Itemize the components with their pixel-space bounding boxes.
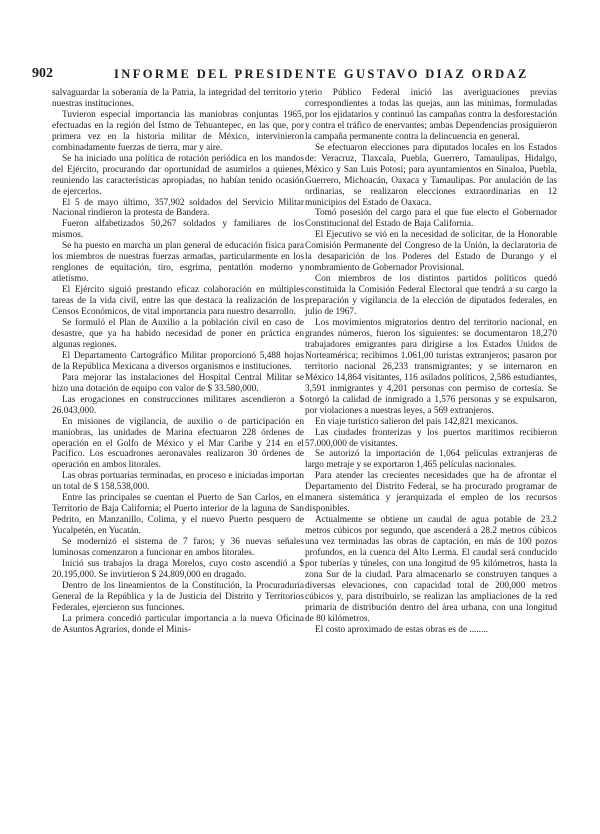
paragraph: El 5 de mayo último, 357,902 soldados del Servicio Militar Nacional rindieron la protesta de Bandera.	[52, 197, 304, 219]
paragraph: Tuvieron especial importancia las maniobras conjuntas 1965, efectuadas en la región del Istmo de Tehuantepec, en las que, por primera vez en la historia militar de México, intervinieron combinadamente fuerzas de tierra, mar y aire.	[52, 109, 304, 153]
paragraph: Se efectuaron elecciones para diputados locales en los Estados de: Veracruz, Tlaxcala, Puebla, Guerrero, Tamaulipas, Hidalgo, México y San Luis Potosí; para ayuntamientos en Sinaloa, Puebla, Guerrero, Michoacán, Oaxaca y Tamaulipas. Por anulación de las ordinarias, se realizaron elecciones extraordinarias en 12 municipios del Estado de Oaxaca.	[305, 142, 557, 208]
paragraph: Tomó posesión del cargo para el que fue electo el Gobernador Constitucional del Estado de Baja California.	[305, 208, 557, 230]
paragraph: El Departamento Cartográfico Militar proporcionó 5,488 hojas de la República Mexicana a diversos organismos e instituciones.	[52, 350, 304, 372]
paragraph: El Ejército siguió prestando eficaz colaboración en múltiples tareas de la vida civil, entre las que destaca la realización de los Censos Económicos, de vital importancia para nuestro desarrollo.	[52, 285, 304, 318]
page-header	[30, 66, 560, 86]
paragraph: Para atender las crecientes necesidades que ha de afrontar el Departamento del Distrito Federal, se ha procurado programar de manera sistemática y jerarquizada el empleo de los recursos disponibles.	[305, 471, 557, 515]
paragraph: La primera concedió particular importancia a la nueva Oficina de Asuntos Agrarios, donde el Minis-	[52, 613, 304, 635]
paragraph: Se ha iniciado una política de rotación periódica en los mandos del Ejército, procurando dar oportunidad de asumirlos a quienes, reuniendo las características apropiadas, no habían tenido ocasión de ejercerlos.	[52, 153, 304, 197]
paragraph: En misiones de vigilancia, de auxilio o de participación en maniobras, las unidades de Marina efectuaron 228 órdenes de operación en el Golfo de México y el Mar Caribe y 214 en el Pacífico. Los escuadrones aeronavales realizaron 30 órdenes de operación en ambos litorales.	[52, 416, 304, 471]
paragraph: terio Público Federal inició las averiguaciones previas correspondientes a todas las quejas, aun las mínimas, formuladas por los ejidatarios y continuó las campañas contra la desforestación y contra el tráfico de enervantes; ambas Dependencias prosiguieron la campaña permanente contra la delincuencia en general.	[305, 88, 557, 142]
paragraph: Se formuló el Plan de Auxilio a la población civil en caso de desastre, que ya ha habido necesidad de poner en práctica en algunas regiones.	[52, 318, 304, 350]
paragraph: Se ha puesto en marcha un plan general de educación física para los miembros de nuestras fuerzas armadas, particularmente en los renglones de equitación, tiro, esgrima, pentatlón moderno y atletismo.	[52, 241, 304, 285]
paragraph: Con miembros de los distintos partidos políticos quedó constituida la Comisión Federal Electoral que tendrá a su cargo la preparación y vigilancia de la elección de diputados federales, en julio de 1967.	[305, 274, 557, 318]
page-number: 902	[32, 66, 53, 81]
paragraph: Inició sus trabajos la draga Morelos, cuyo costo ascendió a $ 20.195,000. Se invirtieron $ 24.809,000 en dragado.	[52, 558, 304, 580]
paragraph: Actualmente se obtiene un caudal de agua potable de 23.2 metros cúbicos por segundo, que ascenderá a 28.2 metros cúbicos una vez terminadas las obras de captación, en más de 100 pozos profundos, en la cuenca del Alto Lerma. El caudal será conducido por tuberías y túneles, con una longitud de 95 kilómetros, hasta la zona Sur de la ciudad. Para almacenarlo se construyen tanques a diversas elevaciones, con capacidad total de 200,000 metros cúbicos y, para distribuirlo, se realizan las ampliaciones de la red primaria de distribución dentro del área urbana, con una longitud de 80 kilómetros.	[305, 515, 557, 624]
paragraph: Las ciudades fronterizas y los puertos marítimos recibieron 57.000,000 de visitantes.	[305, 427, 557, 449]
paragraph: El costo aproximado de estas obras es de ........	[315, 624, 488, 635]
paragraph: Fueron alfabetizados 50,267 soldados y familiares de los mismos.	[52, 219, 304, 241]
paragraph: Para mejorar las instalaciones del Hospital Central Militar se hizo una dotación de equipo con valor de $ 33.580,000.	[52, 372, 304, 394]
paragraph: Dentro de los lineamientos de la Constitución, la Procuraduría General de la República y la de Justicia del Distrito y Territorios Federales, ejercieron sus funciones.	[52, 580, 304, 613]
paragraph: Se autorizó la importación de 1,064 películas extranjeras de largo metraje y se exportaron 1,465 películas nacionales.	[305, 449, 557, 471]
paragraph: Se modernizó el sistema de 7 faros; y 36 nuevas señales luminosas comenzaron a funcionar en ambos litorales.	[52, 537, 304, 559]
right-column	[305, 88, 557, 636]
paragraph: El Ejecutivo se vió en la necesidad de solicitar, de la Honorable Comisión Permanente del Congreso de la Unión, la declaratoria de la desaparición de los Poderes del Estado de Durango y el nombramiento de Gobernador Provisional.	[305, 230, 557, 274]
running-title: INFORME DEL PRESIDENTE GUSTAVO DIAZ ORDAZ	[114, 67, 529, 81]
paragraph: Las erogaciones en construcciones militares ascendieron a $ 26.043,000.	[52, 394, 304, 416]
paragraph: Los movimientos migratorios dentro del territorio nacional, en grandes números, fueron los siguientes: se documentaron 18,270 trabajadores emigrantes para dirigirse a los Estados Unidos de Norteamérica; recibimos 1.061,00 turistas extranjeros; pasaron por territorio nacional 26,233 transmigrantes; y se internaron en México 14,864 visitantes, 116 asilados políticos, 2,586 estudiantes, 3,591 inmigrantes y 4,201 personas con permiso de cortesía. Se otorgó la calidad de inmigrado a 1,576 personas y se expulsaron, por violaciones a nuestras leyes, a 569 extranjeros.	[305, 318, 557, 416]
left-column	[52, 88, 304, 636]
paragraph: salvaguardar la soberanía de la Patria, la integridad del territorio y nuestras instituciones.	[52, 88, 304, 109]
paragraph: Entre las principales se cuentan el Puerto de San Carlos, en el Territorio de Baja California; el Puerto interior de la laguna de San Pedrito, en Manzanillo, Colima, y el nuevo Puerto pesquero de Yucalpetén, en Yucatán.	[52, 493, 304, 537]
paragraph: Las obras portuarias terminadas, en proceso e iniciadas importan un total de $ 158.538,000.	[52, 471, 304, 493]
paragraph: En viaje turístico salieron del país 142,821 mexicanos.	[315, 416, 519, 427]
